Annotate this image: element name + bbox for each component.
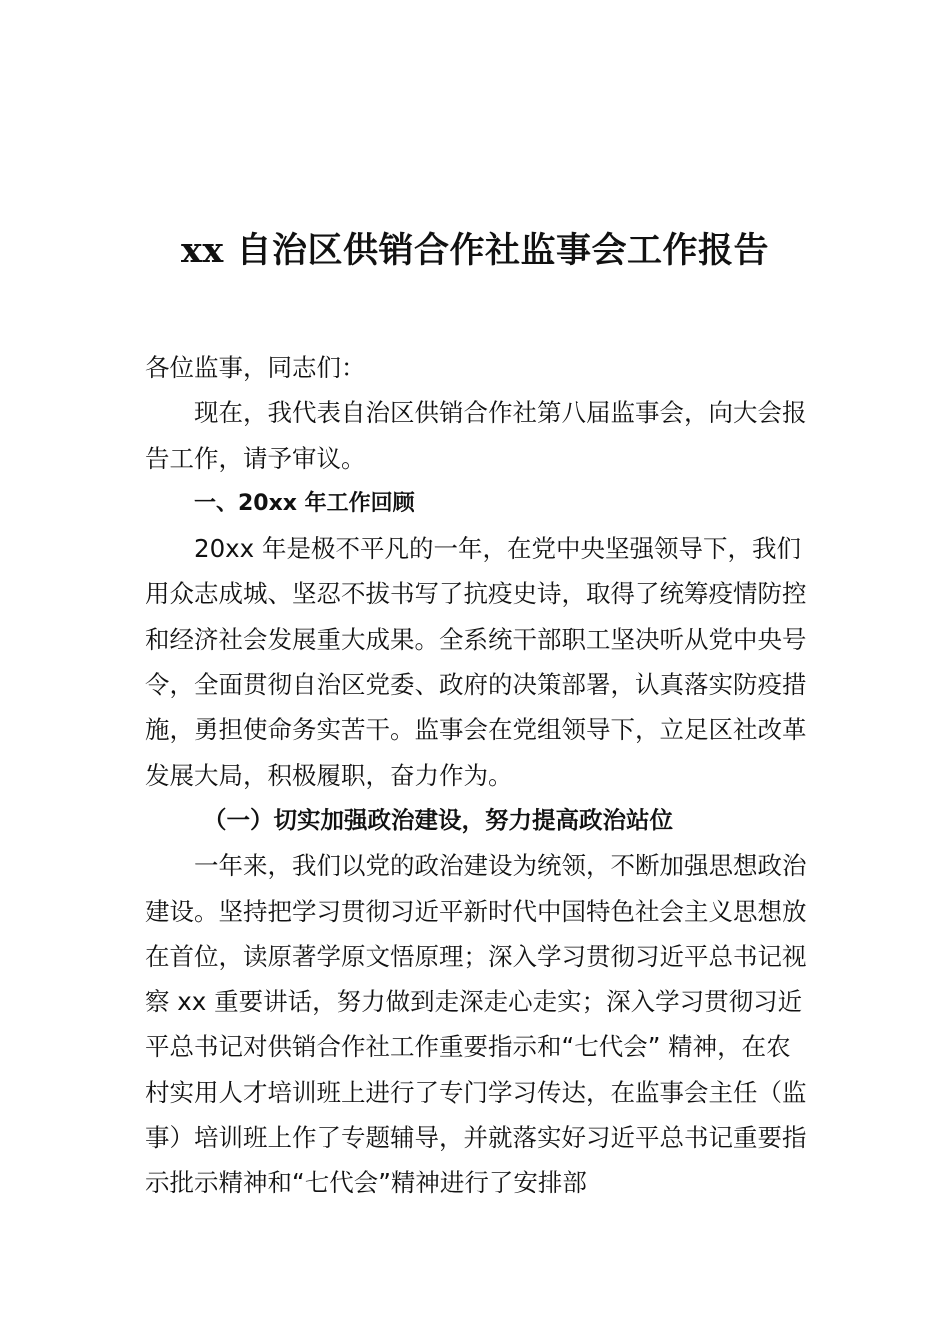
subsection-paragraph: 一年来，我们以党的政治建设为统领，不断加强思想政治建设。坚持把学习贯彻习近平新时代中国特色社会主义思想放在首位，读原著学原文悟原理；深入学习贯彻习近平总书记视察 xx 重要讲话，努力做到走深走心走实；深入学习贯彻习近平总书记对供销合作社工作重要指示和“七代会” 精神，在农村实用人才培训班上进行了专门学习传达，在监事会主任（监事）培训班上作了专题辅导，并就落实好习近平总书记重要指示批示精神和“七代会”精神进行了安排部 — [145, 851, 807, 1198]
salutation: 各位监事，同志们： — [145, 353, 366, 382]
section-heading: 一、20xx 年工作回顾 — [194, 490, 415, 516]
intro-paragraph: 现在，我代表自治区供销合作社第八届监事会，向大会报告工作，请予审议。 — [145, 398, 807, 473]
subsection-heading: （一）切实加强政治建设，努力提高政治站位 — [203, 805, 673, 834]
document-body — [145, 345, 810, 1206]
section-paragraph: 20xx 年是极不平凡的一年，在党中央坚强领导下，我们用众志成城、坚忍不拔书写了抗疫史诗，取得了统筹疫情防控和经济社会发展重大成果。全系统干部职工坚决听从党中央号令，全面贯彻自治区党委、政府的决策部署，认真落实防疫措施，勇担使命务实苦干。监事会在党组领导下，立足区社改革发展大局，积极履职，奋力作为。 — [145, 534, 807, 790]
document-title: xx 自治区供销合作社监事会工作报告 — [181, 230, 769, 271]
